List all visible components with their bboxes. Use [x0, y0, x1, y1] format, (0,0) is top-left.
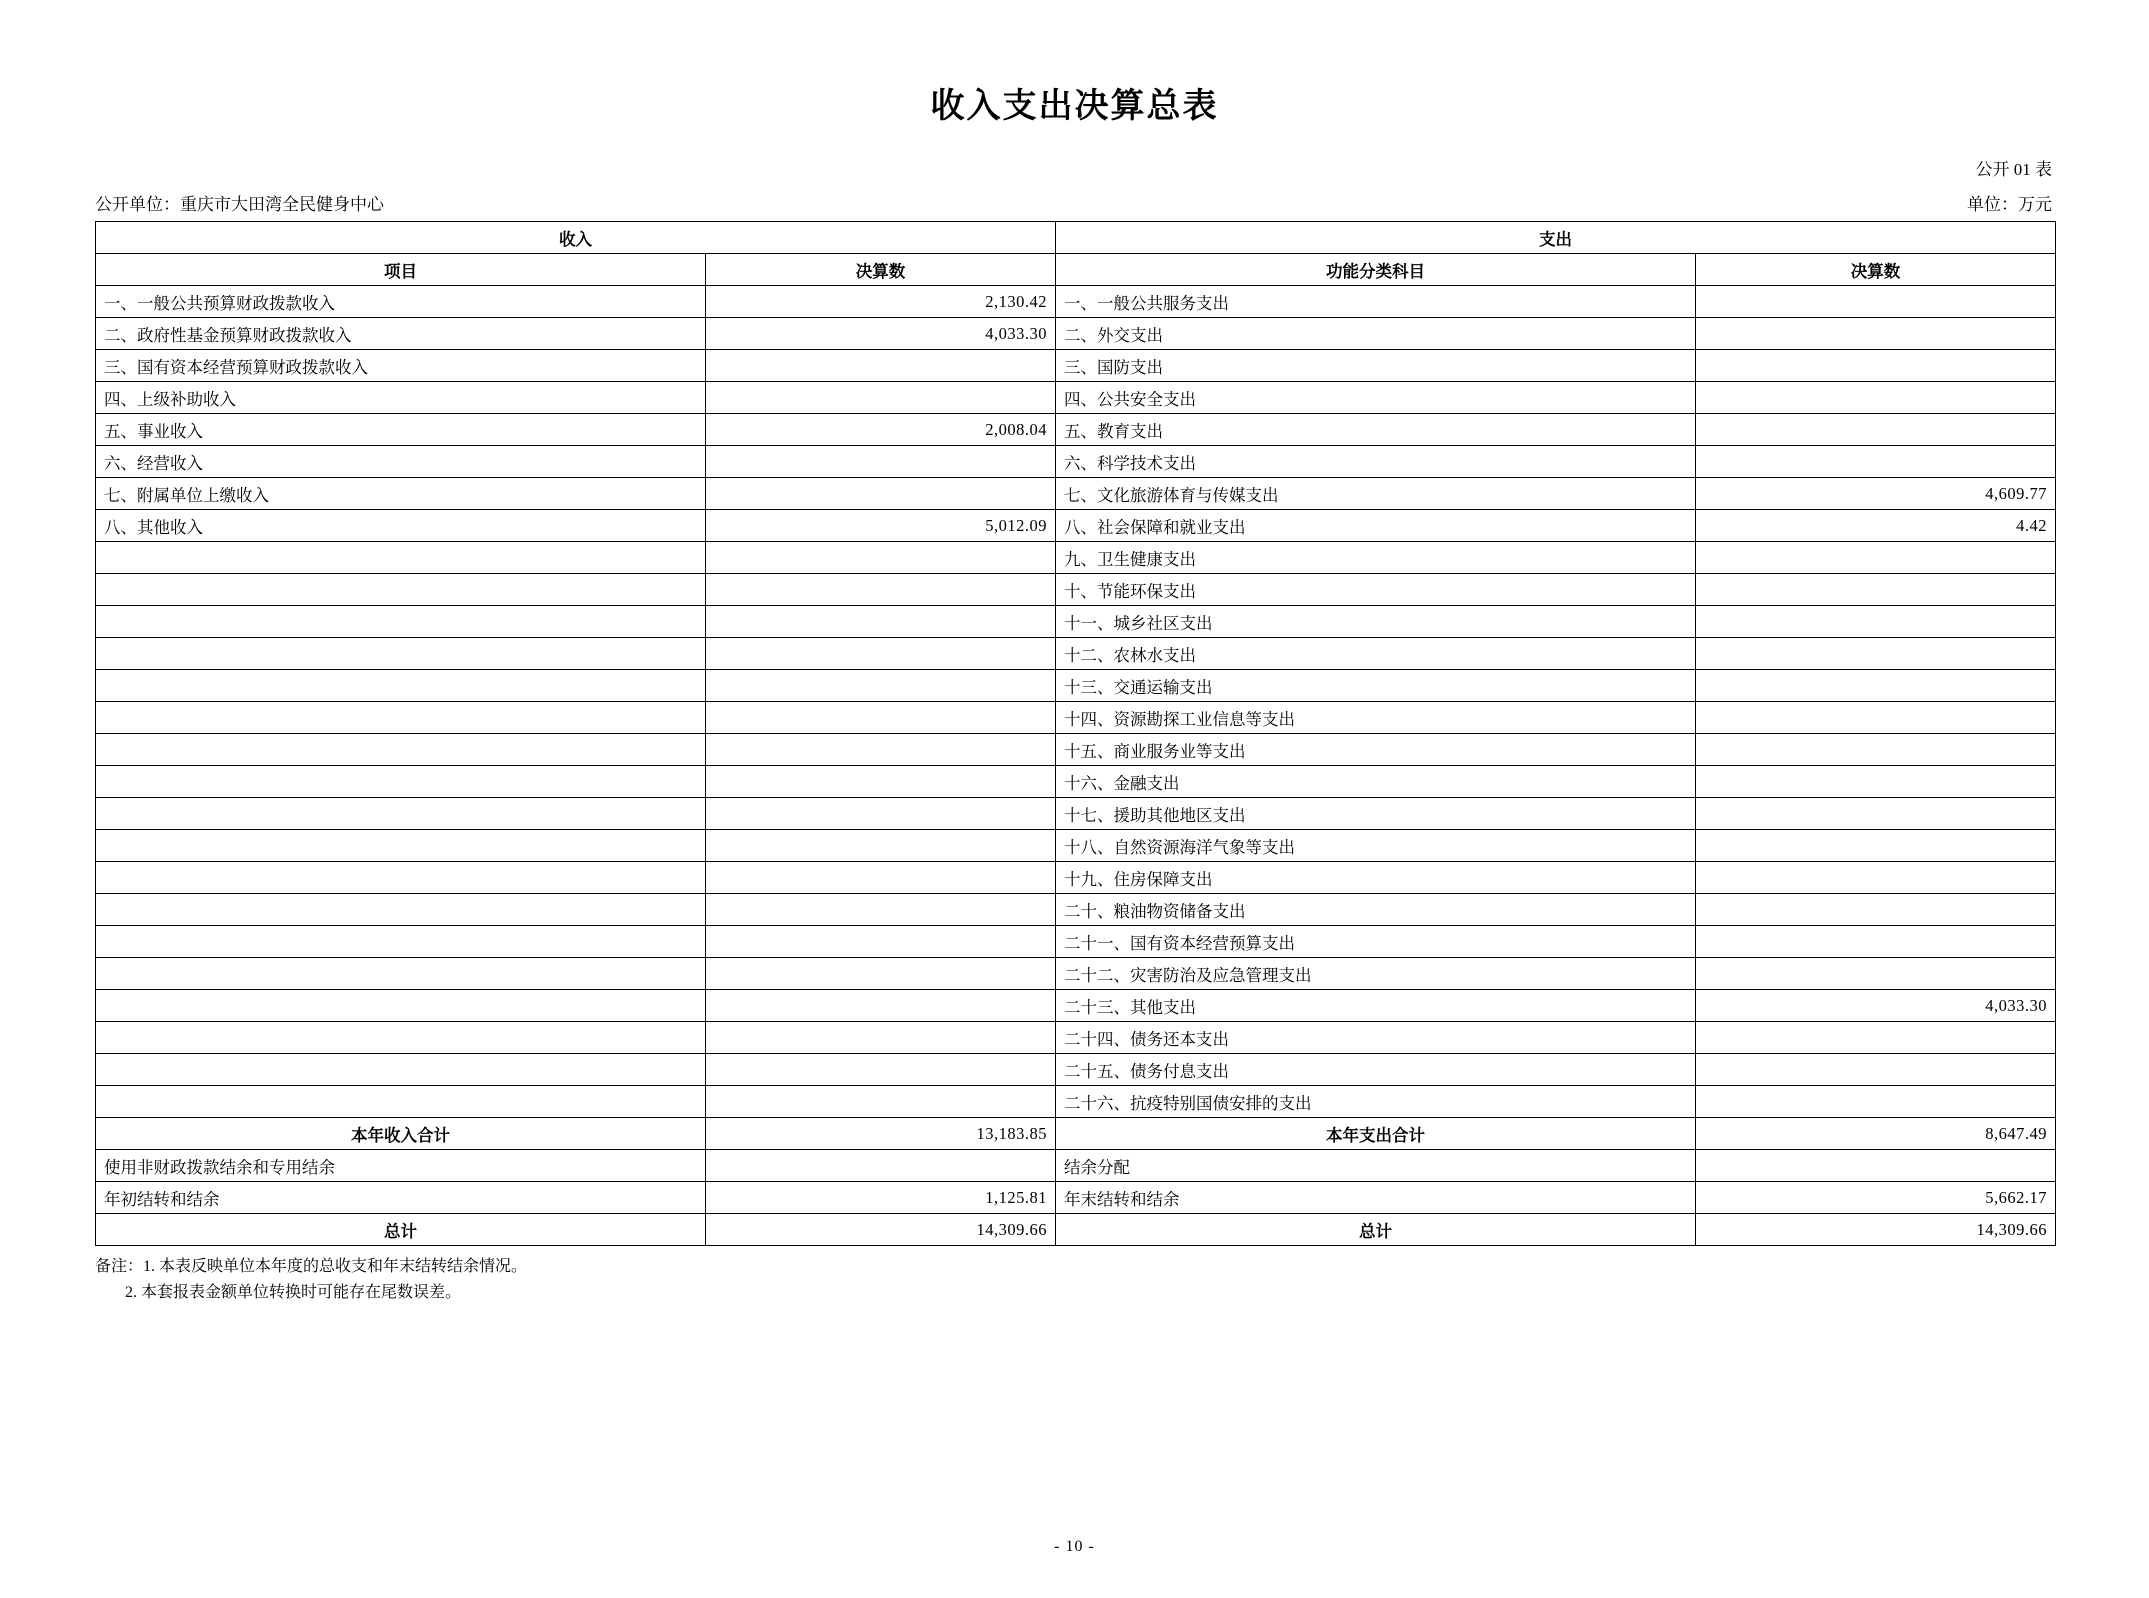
- cell-income-item: 四、上级补助收入: [96, 382, 706, 414]
- cell-expense-value: [1696, 446, 2056, 478]
- table-row: [96, 1086, 2056, 1118]
- column-header-expense-final: 决算数: [1696, 254, 2056, 286]
- cell-expense-value: [1696, 830, 2056, 862]
- table-column-header-row: [96, 254, 2056, 286]
- year-income-total-value: 13,183.85: [706, 1118, 1056, 1150]
- cell-income-item: [96, 798, 706, 830]
- cell-income-value: [706, 446, 1056, 478]
- table-row: [96, 734, 2056, 766]
- table-group-header-row: [96, 222, 2056, 254]
- table-row-year-total: [96, 1118, 2056, 1150]
- table-row: [96, 1054, 2056, 1086]
- table-row: [96, 766, 2056, 798]
- cell-income-value: [706, 382, 1056, 414]
- cell-income-item: [96, 862, 706, 894]
- cell-expense-value: 4.42: [1696, 510, 2056, 542]
- cell-income-item: 七、附属单位上缴收入: [96, 478, 706, 510]
- table-row-grand-total: [96, 1214, 2056, 1246]
- table-row: [96, 286, 2056, 318]
- column-header-income-final: 决算数: [706, 254, 1056, 286]
- cell-expense-item: 二十三、其他支出: [1056, 990, 1696, 1022]
- cell-income-value: [706, 798, 1056, 830]
- cell-expense-item: 二十四、债务还本支出: [1056, 1022, 1696, 1054]
- meta-row: [95, 190, 2054, 215]
- cell-expense-value: [1696, 382, 2056, 414]
- cell-expense-value: [1696, 318, 2056, 350]
- surplus-distribution-label: 结余分配: [1056, 1150, 1696, 1182]
- cell-expense-value: [1696, 638, 2056, 670]
- cell-income-item: [96, 606, 706, 638]
- table-row: [96, 798, 2056, 830]
- table-row: [96, 574, 2056, 606]
- cell-income-item: [96, 574, 706, 606]
- table-row: [96, 958, 2056, 990]
- table-body: [96, 222, 2056, 1246]
- cell-expense-item: 四、公共安全支出: [1056, 382, 1696, 414]
- cell-expense-value: 4,033.30: [1696, 990, 2056, 1022]
- surplus-distribution-value: [1696, 1150, 2056, 1182]
- table-row: [96, 350, 2056, 382]
- cell-expense-item: 五、教育支出: [1056, 414, 1696, 446]
- end-balance-label: 年末结转和结余: [1056, 1182, 1696, 1214]
- disclosure-unit: 公开单位：重庆市大田湾全民健身中心: [95, 195, 384, 214]
- cell-income-value: [706, 894, 1056, 926]
- cell-income-item: 五、事业收入: [96, 414, 706, 446]
- cell-expense-value: [1696, 1086, 2056, 1118]
- cell-expense-item: 一、一般公共服务支出: [1056, 286, 1696, 318]
- cell-expense-item: 二、外交支出: [1056, 318, 1696, 350]
- cell-income-item: 三、国有资本经营预算财政拨款收入: [96, 350, 706, 382]
- cell-expense-value: [1696, 926, 2056, 958]
- cell-expense-value: [1696, 862, 2056, 894]
- cell-expense-item: 十五、商业服务业等支出: [1056, 734, 1696, 766]
- nonfiscal-label: 使用非财政拨款结余和专用结余: [96, 1150, 706, 1182]
- cell-expense-value: [1696, 350, 2056, 382]
- cell-expense-value: [1696, 1022, 2056, 1054]
- cell-expense-item: 二十二、灾害防治及应急管理支出: [1056, 958, 1696, 990]
- table-row: [96, 894, 2056, 926]
- cell-expense-item: 十八、自然资源海洋气象等支出: [1056, 830, 1696, 862]
- cell-income-value: [706, 830, 1056, 862]
- cell-income-item: [96, 990, 706, 1022]
- cell-income-item: 一、一般公共预算财政拨款收入: [96, 286, 706, 318]
- cell-expense-item: 二十五、债务付息支出: [1056, 1054, 1696, 1086]
- begin-balance-label: 年初结转和结余: [96, 1182, 706, 1214]
- cell-income-item: [96, 638, 706, 670]
- table-row: [96, 478, 2056, 510]
- cell-income-value: [706, 574, 1056, 606]
- table-row: [96, 926, 2056, 958]
- table-row: [96, 990, 2056, 1022]
- cell-expense-value: [1696, 702, 2056, 734]
- cell-income-value: [706, 1022, 1056, 1054]
- cell-income-value: [706, 958, 1056, 990]
- sheet-number: 公开 01 表: [1975, 160, 2052, 179]
- cell-expense-item: 十四、资源勘探工业信息等支出: [1056, 702, 1696, 734]
- table-row: [96, 542, 2056, 574]
- cell-income-item: [96, 670, 706, 702]
- cell-income-value: [706, 478, 1056, 510]
- cell-income-item: [96, 894, 706, 926]
- cell-income-value: 5,012.09: [706, 510, 1056, 542]
- cell-expense-value: [1696, 734, 2056, 766]
- cell-income-item: [96, 926, 706, 958]
- table-row: [96, 606, 2056, 638]
- cell-expense-value: [1696, 286, 2056, 318]
- cell-expense-item: 十七、援助其他地区支出: [1056, 798, 1696, 830]
- document-page: [0, 78, 2149, 1598]
- cell-expense-item: 十九、住房保障支出: [1056, 862, 1696, 894]
- cell-expense-item: 六、科学技术支出: [1056, 446, 1696, 478]
- cell-income-value: [706, 638, 1056, 670]
- table-notes: [95, 1254, 2054, 1307]
- cell-income-item: [96, 542, 706, 574]
- cell-expense-value: [1696, 414, 2056, 446]
- table-row: [96, 638, 2056, 670]
- cell-expense-item: 二十一、国有资本经营预算支出: [1056, 926, 1696, 958]
- cell-expense-item: 十、节能环保支出: [1056, 574, 1696, 606]
- cell-income-item: [96, 734, 706, 766]
- cell-expense-item: 三、国防支出: [1056, 350, 1696, 382]
- page-number: - 10 -: [1054, 1538, 1095, 1555]
- cell-income-item: [96, 1054, 706, 1086]
- table-row: [96, 862, 2056, 894]
- group-header-expense: 支出: [1056, 222, 2056, 254]
- cell-expense-value: [1696, 542, 2056, 574]
- cell-income-item: 六、经营收入: [96, 446, 706, 478]
- cell-expense-item: 二十六、抗疫特别国债安排的支出: [1056, 1086, 1696, 1118]
- cell-expense-item: 十一、城乡社区支出: [1056, 606, 1696, 638]
- cell-income-value: [706, 766, 1056, 798]
- table-row: [96, 830, 2056, 862]
- cell-expense-item: 八、社会保障和就业支出: [1056, 510, 1696, 542]
- cell-income-value: [706, 702, 1056, 734]
- cell-income-item: [96, 830, 706, 862]
- grand-total-label-left: 总计: [96, 1214, 706, 1246]
- cell-expense-value: [1696, 1054, 2056, 1086]
- grand-total-value-right: 14,309.66: [1696, 1214, 2056, 1246]
- cell-income-item: [96, 958, 706, 990]
- cell-income-value: 2,130.42: [706, 286, 1056, 318]
- cell-expense-item: 七、文化旅游体育与传媒支出: [1056, 478, 1696, 510]
- amount-unit: 单位：万元: [1967, 195, 2052, 214]
- group-header-income: 收入: [96, 222, 1056, 254]
- cell-expense-item: 十六、金融支出: [1056, 766, 1696, 798]
- cell-expense-value: [1696, 766, 2056, 798]
- grand-total-label-right: 总计: [1056, 1214, 1696, 1246]
- table-row: [96, 702, 2056, 734]
- cell-expense-value: [1696, 958, 2056, 990]
- table-row-nonfiscal: [96, 1150, 2056, 1182]
- cell-income-value: 4,033.30: [706, 318, 1056, 350]
- cell-income-item: 二、政府性基金预算财政拨款收入: [96, 318, 706, 350]
- cell-income-value: 2,008.04: [706, 414, 1056, 446]
- table-row-balance: [96, 1182, 2056, 1214]
- column-header-function-subject: 功能分类科目: [1056, 254, 1696, 286]
- cell-expense-value: 4,609.77: [1696, 478, 2056, 510]
- table-row: [96, 414, 2056, 446]
- nonfiscal-value: [706, 1150, 1056, 1182]
- table-row: [96, 382, 2056, 414]
- cell-income-value: [706, 350, 1056, 382]
- cell-income-item: [96, 766, 706, 798]
- cell-expense-value: [1696, 670, 2056, 702]
- cell-income-value: [706, 990, 1056, 1022]
- table-row: [96, 1022, 2056, 1054]
- column-header-item: 项目: [96, 254, 706, 286]
- cell-income-value: [706, 734, 1056, 766]
- year-income-total-label: 本年收入合计: [96, 1118, 706, 1150]
- cell-income-value: [706, 606, 1056, 638]
- cell-expense-item: 十三、交通运输支出: [1056, 670, 1696, 702]
- cell-expense-value: [1696, 894, 2056, 926]
- cell-income-item: [96, 1086, 706, 1118]
- year-expense-total-label: 本年支出合计: [1056, 1118, 1696, 1150]
- cell-income-value: [706, 926, 1056, 958]
- table-row: [96, 446, 2056, 478]
- cell-income-item: 八、其他收入: [96, 510, 706, 542]
- cell-expense-value: [1696, 574, 2056, 606]
- note-line-2: 2. 本套报表金额单位转换时可能存在尾数误差。: [125, 1284, 462, 1302]
- cell-income-value: [706, 670, 1056, 702]
- table-row: [96, 318, 2056, 350]
- cell-expense-item: 九、卫生健康支出: [1056, 542, 1696, 574]
- cell-expense-value: [1696, 606, 2056, 638]
- cell-income-item: [96, 1022, 706, 1054]
- grand-total-value-left: 14,309.66: [706, 1214, 1056, 1246]
- cell-expense-item: 二十、粮油物资储备支出: [1056, 894, 1696, 926]
- begin-balance-value: 1,125.81: [706, 1182, 1056, 1214]
- cell-income-value: [706, 862, 1056, 894]
- cell-income-value: [706, 1086, 1056, 1118]
- year-expense-total-value: 8,647.49: [1696, 1118, 2056, 1150]
- note-line-1: 备注：1. 本表反映单位本年度的总收支和年末结转结余情况。: [95, 1258, 528, 1275]
- table-row: [96, 670, 2056, 702]
- budget-final-accounts-table: [95, 221, 2056, 1246]
- page-title: 收入支出决算总表: [930, 87, 1219, 125]
- cell-expense-item: 十二、农林水支出: [1056, 638, 1696, 670]
- cell-income-item: [96, 702, 706, 734]
- cell-income-value: [706, 1054, 1056, 1086]
- end-balance-value: 5,662.17: [1696, 1182, 2056, 1214]
- table-row: [96, 510, 2056, 542]
- cell-income-value: [706, 542, 1056, 574]
- cell-expense-value: [1696, 798, 2056, 830]
